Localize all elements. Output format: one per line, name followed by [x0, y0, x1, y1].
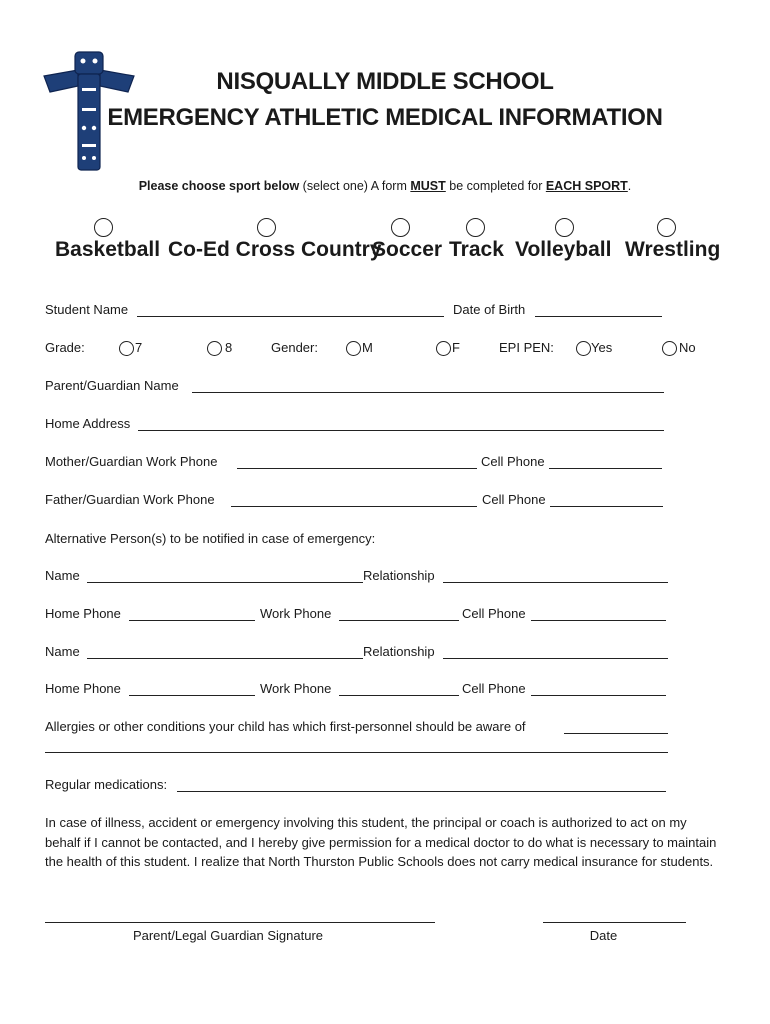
gender-m-label: M — [362, 340, 373, 355]
student-name-field[interactable] — [137, 316, 444, 317]
father-cell-phone-field[interactable] — [550, 506, 663, 507]
alt1-name-field[interactable] — [87, 582, 363, 583]
alt2-cell-phone-label: Cell Phone — [462, 681, 526, 696]
alt1-home-phone-label: Home Phone — [45, 606, 121, 621]
grade-8-label: 8 — [225, 340, 233, 355]
dob-field[interactable] — [535, 316, 662, 317]
radio-epi-yes[interactable] — [576, 341, 591, 356]
dob-label: Date of Birth — [453, 302, 526, 317]
radio-grade-8[interactable] — [207, 341, 222, 356]
mother-work-phone-label: Mother/Guardian Work Phone — [45, 454, 218, 469]
guardian-signature-label: Parent/Legal Guardian Signature — [132, 928, 324, 943]
sport-label-volleyball: Volleyball — [515, 238, 612, 261]
gender-f-label: F — [452, 340, 460, 355]
signature-date-field[interactable] — [543, 922, 686, 923]
consent-paragraph: In case of illness, accident or emergency involving this student, the principal or coach is authorized to act on my behalf if I cannot be contacted, and I hereby give permission for a medical doctor to do what is necessary to maintain the health of this student. I realize that North Thurston Public Schools does not carry medical insurance for students. — [45, 815, 717, 869]
sport-label-basketball: Basketball — [55, 238, 161, 261]
allergies-label: Allergies or other conditions your child has which first-personnel should be aware of — [45, 719, 526, 734]
radio-gender-m[interactable] — [346, 341, 361, 356]
sport-label-wrestling: Wrestling — [625, 238, 721, 261]
father-work-phone-field[interactable] — [231, 506, 477, 507]
radio-gender-f[interactable] — [436, 341, 451, 356]
parent-name-label: Parent/Guardian Name — [45, 378, 179, 393]
alt2-cell-phone-field[interactable] — [531, 695, 666, 696]
alt1-cell-phone-label: Cell Phone — [462, 606, 526, 621]
radio-track[interactable] — [466, 218, 485, 237]
radio-cross-country[interactable] — [257, 218, 276, 237]
parent-name-field[interactable] — [192, 392, 664, 393]
alt1-cell-phone-field[interactable] — [531, 620, 666, 621]
medications-label: Regular medications: — [45, 777, 168, 792]
radio-grade-7[interactable] — [119, 341, 134, 356]
sport-instruction: Please choose sport below (select one) A form MUST be completed for EACH SPORT. — [138, 179, 632, 193]
mother-cell-phone-label: Cell Phone — [481, 454, 545, 469]
sport-label-cross-country: Co-Ed Cross Country — [168, 238, 382, 261]
gender-label: Gender: — [271, 340, 318, 355]
mother-work-phone-field[interactable] — [237, 468, 477, 469]
mother-cell-phone-field[interactable] — [549, 468, 662, 469]
home-address-field[interactable] — [138, 430, 664, 431]
grade-7-label: 7 — [135, 340, 143, 355]
radio-basketball[interactable] — [94, 218, 113, 237]
radio-wrestling[interactable] — [657, 218, 676, 237]
alt2-work-phone-label: Work Phone — [260, 681, 332, 696]
alt1-relationship-label: Relationship — [363, 568, 435, 583]
epi-pen-label: EPI PEN: — [499, 340, 554, 355]
guardian-signature-field[interactable] — [45, 922, 435, 923]
title-line-2: EMERGENCY ATHLETIC MEDICAL INFORMATION — [107, 104, 663, 131]
alt2-name-field[interactable] — [87, 658, 363, 659]
allergies-field-line-2[interactable] — [45, 752, 668, 753]
alt2-home-phone-label: Home Phone — [45, 681, 121, 696]
radio-epi-no[interactable] — [662, 341, 677, 356]
allergies-field-line-1[interactable] — [564, 733, 668, 734]
alt1-name-label: Name — [45, 568, 80, 583]
home-address-label: Home Address — [45, 416, 131, 431]
alt1-relationship-field[interactable] — [443, 582, 668, 583]
father-cell-phone-label: Cell Phone — [482, 492, 546, 507]
student-name-label: Student Name — [45, 302, 129, 317]
sport-label-soccer: Soccer — [372, 238, 443, 261]
medications-field[interactable] — [177, 791, 666, 792]
title-line-1: NISQUALLY MIDDLE SCHOOL — [216, 68, 554, 95]
alt2-home-phone-field[interactable] — [129, 695, 255, 696]
grade-label: Grade: — [45, 340, 85, 355]
radio-volleyball[interactable] — [555, 218, 574, 237]
alt2-work-phone-field[interactable] — [339, 695, 459, 696]
alt-persons-heading: Alternative Person(s) to be notified in case of emergency: — [45, 531, 376, 546]
alt2-relationship-field[interactable] — [443, 658, 668, 659]
epi-no-label: No — [679, 340, 696, 355]
alt2-name-label: Name — [45, 644, 80, 659]
epi-yes-label: Yes — [591, 340, 613, 355]
sport-label-track: Track — [449, 238, 504, 261]
signature-date-label: Date — [589, 928, 618, 943]
alt1-home-phone-field[interactable] — [129, 620, 255, 621]
father-work-phone-label: Father/Guardian Work Phone — [45, 492, 215, 507]
alt1-work-phone-field[interactable] — [339, 620, 459, 621]
alt1-work-phone-label: Work Phone — [260, 606, 332, 621]
radio-soccer[interactable] — [391, 218, 410, 237]
alt2-relationship-label: Relationship — [363, 644, 435, 659]
